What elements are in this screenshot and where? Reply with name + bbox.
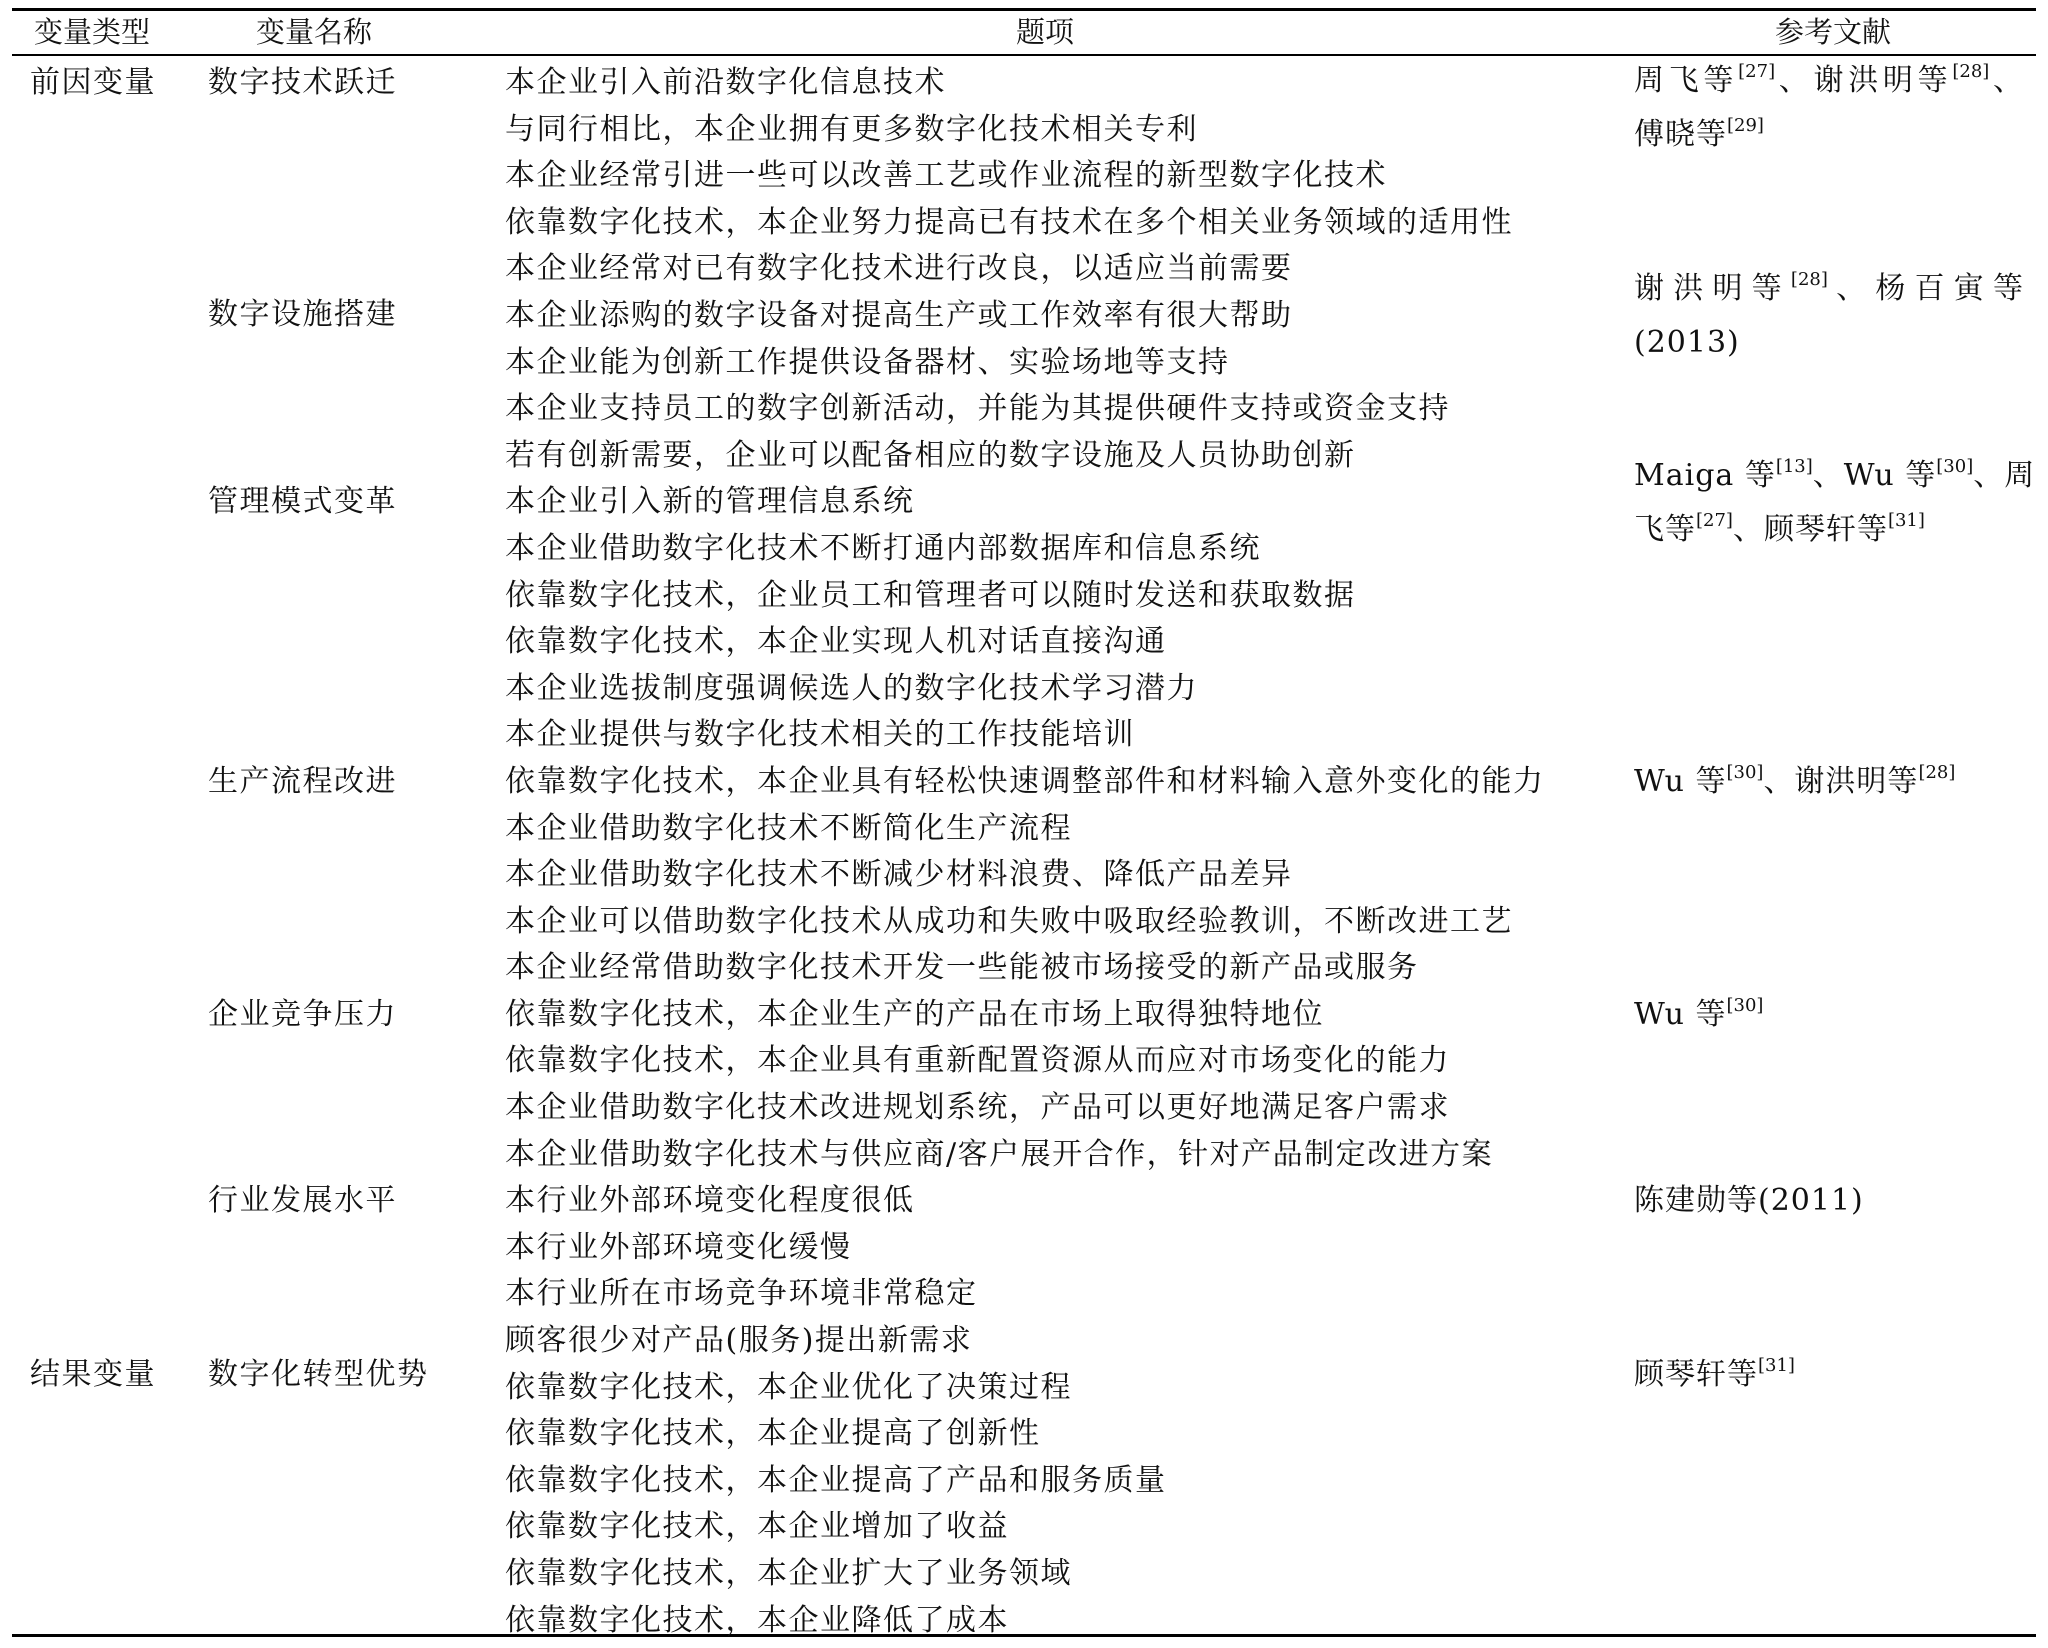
- header-items: 题项: [1015, 15, 1074, 49]
- reference-3-line-2: 飞等[27]、顾琴轩等[31]: [1634, 510, 1925, 547]
- list-item: 与同行相比，本企业拥有更多数字化技术相关专利: [505, 111, 1198, 147]
- items-list: [505, 60, 1545, 1644]
- list-item: 依靠数字化技术，本企业提高了产品和服务质量: [505, 1462, 1167, 1498]
- var-name-digital-facility: 数字设施搭建: [208, 297, 397, 332]
- reference-2: [1634, 262, 2024, 370]
- list-item: 依靠数字化技术，本企业优化了决策过程: [505, 1369, 1072, 1405]
- list-item: 本企业借助数字化技术不断简化生产流程: [505, 810, 1072, 846]
- var-name-digital-transformation-advantage: 数字化转型优势: [208, 1357, 429, 1392]
- list-item: 本企业经常引进一些可以改善工艺或作业流程的新型数字化技术: [505, 158, 1387, 194]
- list-item: 本企业引入前沿数字化信息技术: [505, 65, 946, 100]
- header-var-name: 变量名称: [255, 15, 372, 49]
- reference-6: [1634, 1174, 2024, 1228]
- list-item: 本企业添购的数字设备对提高生产或工作效率有很大帮助: [505, 297, 1293, 333]
- list-item: 本企业经常对已有数字化技术进行改良，以适应当前需要: [505, 251, 1293, 287]
- var-type-antecedent: 前因变量: [30, 65, 156, 100]
- var-name-management-mode: 管理模式变革: [208, 484, 397, 519]
- list-item: 本行业所在市场竞争环境非常稳定: [505, 1276, 978, 1312]
- var-name-production-process: 生产流程改进: [208, 764, 397, 799]
- list-item: 本企业经常借助数字化技术开发一些能被市场接受的新产品或服务: [505, 950, 1419, 986]
- list-item: 本企业选拔制度强调候选人的数字化技术学习潜力: [505, 670, 1198, 706]
- list-item: 若有创新需要，企业可以配备相应的数字设施及人员协助创新: [505, 437, 1356, 473]
- list-item: 依靠数字化技术，本企业生产的产品在市场上取得独特地位: [505, 996, 1324, 1032]
- reference-2-line-1: 谢洪明等[28]、杨百寅等: [1634, 269, 2025, 306]
- list-item: 依靠数字化技术，本企业努力提高已有技术在多个相关业务领域的适用性: [505, 204, 1513, 240]
- reference-5: [1634, 988, 2024, 1042]
- list-item: 本企业提供与数字化技术相关的工作技能培训: [505, 717, 1135, 753]
- reference-1: [1634, 54, 2024, 162]
- reference-7-line-1: 顾琴轩等[31]: [1634, 1355, 1795, 1392]
- reference-3: [1634, 449, 2036, 557]
- list-item: 依靠数字化技术，本企业实现人机对话直接沟通: [505, 624, 1167, 660]
- var-name-industry-level: 行业发展水平: [208, 1183, 397, 1218]
- list-item: 本企业可以借助数字化技术从成功和失败中吸取经验教训，不断改进工艺: [505, 903, 1513, 939]
- list-item: 依靠数字化技术，本企业具有轻松快速调整部件和材料输入意外变化的能力: [505, 763, 1545, 799]
- list-item: 本企业借助数字化技术与供应商/客户展开合作，针对产品制定改进方案: [505, 1136, 1494, 1172]
- list-item: 本行业外部环境变化缓慢: [505, 1229, 852, 1265]
- list-item: 本企业借助数字化技术不断打通内部数据库和信息系统: [505, 530, 1261, 566]
- reference-3-line-1: Maiga 等[13]、Wu 等[30]、周: [1634, 456, 2036, 493]
- var-name-digital-tech-leap: 数字技术跃迁: [208, 65, 397, 100]
- reference-4: [1634, 755, 2024, 809]
- reference-4-line-1: Wu 等[30]、谢洪明等[28]: [1634, 762, 1956, 799]
- reference-2-line-2: (2013): [1634, 325, 1740, 360]
- list-item: 本企业能为创新工作提供设备器材、实验场地等支持: [505, 344, 1230, 380]
- var-name-competition-pressure: 企业竞争压力: [208, 997, 397, 1032]
- header-var-type: 变量类型: [33, 15, 150, 49]
- list-item: 依靠数字化技术，企业员工和管理者可以随时发送和获取数据: [505, 577, 1356, 613]
- list-item: 本企业支持员工的数字创新活动，并能为其提供硬件支持或资金支持: [505, 391, 1450, 427]
- list-item: 依靠数字化技术，本企业降低了成本: [505, 1602, 1009, 1638]
- table-top-rule: [12, 8, 2036, 11]
- reference-1-line-2: 傅晓等[29]: [1634, 115, 1764, 152]
- list-item: 依靠数字化技术，本企业提高了创新性: [505, 1416, 1041, 1452]
- reference-6-line-1: 陈建勋等(2011): [1634, 1183, 1864, 1218]
- list-item: 依靠数字化技术，本企业增加了收益: [505, 1509, 1009, 1545]
- list-item: 依靠数字化技术，本企业具有重新配置资源从而应对市场变化的能力: [505, 1043, 1450, 1079]
- reference-7: [1634, 1348, 2024, 1402]
- header-references: 参考文献: [1774, 15, 1891, 49]
- list-item: 本企业借助数字化技术不断减少材料浪费、降低产品差异: [505, 857, 1293, 893]
- list-item: 顾客很少对产品(服务)提出新需求: [505, 1323, 973, 1359]
- list-item: 本行业外部环境变化程度很低: [505, 1183, 915, 1219]
- var-type-outcome: 结果变量: [30, 1357, 156, 1392]
- list-item: 本企业借助数字化技术改进规划系统，产品可以更好地满足客户需求: [505, 1090, 1450, 1126]
- reference-5-line-1: Wu 等[30]: [1634, 995, 1764, 1032]
- list-item: 依靠数字化技术，本企业扩大了业务领域: [505, 1556, 1072, 1591]
- list-item: 本企业引入新的管理信息系统: [505, 484, 915, 520]
- reference-1-line-1: 周飞等[27]、谢洪明等[28]、: [1634, 61, 2025, 98]
